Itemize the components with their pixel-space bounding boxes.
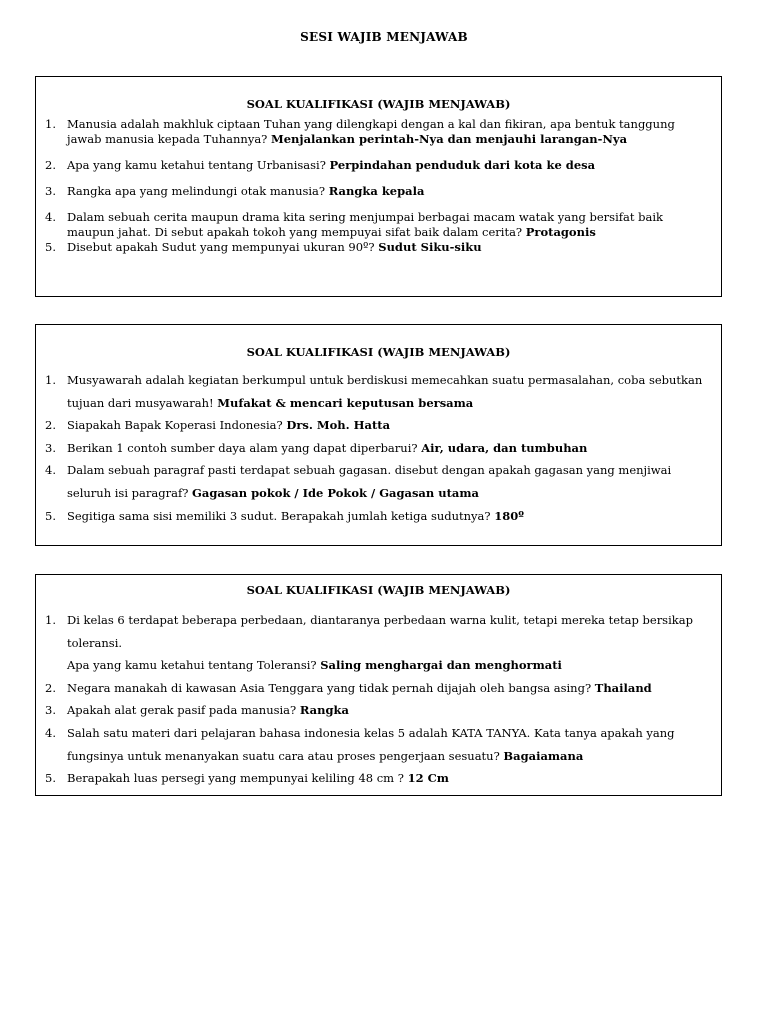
- question-text: Salah satu materi dari pelajaran bahasa indonesia kelas 5 adalah KATA TANYA. Kata tanya apakah yang fungsinya untuk menanyakan suatu cara atau proses pengerjaan sesuatu?: [67, 725, 675, 763]
- section-title: SOAL KUALIFIKASI (WAJIB MENJAWAB): [246, 583, 511, 597]
- answer-text: Thailand: [594, 680, 652, 695]
- answer-text: Bagaiamana: [503, 748, 584, 763]
- question-text: Berikan 1 contoh sumber daya alam yang dapat diperbarui?: [67, 440, 418, 455]
- answer-text: Perpindahan penduduk dari kota ke desa: [329, 158, 596, 172]
- question-number: 2.: [45, 418, 56, 433]
- question-text-2: Apa yang kamu ketahui tentang Toleransi?: [67, 658, 317, 673]
- question-item: [36, 722, 721, 767]
- question-box-3: [35, 574, 722, 796]
- question-text: Rangka apa yang melindungi otak manusia?: [67, 184, 326, 198]
- question-number: 1.: [45, 373, 56, 387]
- question-text: Disebut apakah Sudut yang mempunyai ukuran 90º?: [67, 240, 375, 254]
- answer-text: 12 Cm: [407, 771, 449, 786]
- question-number: 2.: [45, 680, 56, 695]
- question-number: 3.: [45, 440, 56, 455]
- page-title: SESI WAJIB MENJAWAB: [300, 30, 468, 44]
- question-text: Siapakah Bapak Koperasi Indonesia?: [67, 418, 283, 433]
- question-text: Apa yang kamu ketahui tentang Urbanisasi?: [67, 158, 326, 172]
- question-item: [36, 699, 721, 722]
- question-list: [36, 369, 721, 527]
- question-item: [36, 184, 721, 199]
- question-text: Dalam sebuah paragraf pasti terdapat sebuah gagasan. disebut dengan apakah gagasan yang menjiwai seluruh isi paragraf?: [67, 463, 672, 500]
- question-number: 3.: [45, 703, 56, 718]
- answer-text: 180º: [494, 508, 524, 523]
- question-text: Segitiga sama sisi memiliki 3 sudut. Berapakah jumlah ketiga sudutnya?: [67, 508, 491, 523]
- question-item: [36, 677, 721, 700]
- answer-text: Protagonis: [525, 225, 596, 239]
- question-number: 5.: [45, 771, 56, 786]
- answer-text: Rangka kepala: [328, 184, 425, 198]
- question-item: [36, 609, 721, 677]
- question-list: [36, 117, 721, 255]
- question-item: [36, 210, 721, 240]
- question-item: [36, 505, 721, 528]
- question-text: Berapakah luas persegi yang mempunyai keliling 48 cm ?: [67, 771, 404, 786]
- section-title: SOAL KUALIFIKASI (WAJIB MENJAWAB): [246, 97, 511, 111]
- answer-text: Air, udara, dan tumbuhan: [421, 440, 588, 455]
- question-list: [36, 609, 721, 790]
- question-number: 1.: [45, 117, 56, 131]
- question-item: [36, 240, 721, 255]
- answer-text: Menjalankan perintah-Nya dan menjauhi larangan-Nya: [271, 132, 628, 146]
- question-number: 3.: [45, 184, 56, 198]
- question-item: [36, 437, 721, 460]
- question-text: Negara manakah di kawasan Asia Tenggara yang tidak pernah dijajah oleh bangsa asing?: [67, 680, 592, 695]
- question-number: 4.: [45, 725, 56, 740]
- answer-text: Sudut Siku-siku: [378, 240, 482, 254]
- question-number: 5.: [45, 508, 56, 523]
- question-number: 1.: [45, 613, 56, 627]
- question-text: Musyawarah adalah kegiatan berkumpul untuk berdiskusi memecahkan suatu permasalahan, coba sebutkan tujuan dari musyawarah!: [67, 373, 703, 410]
- question-number: 2.: [45, 158, 56, 172]
- question-item: [36, 414, 721, 437]
- question-item: [36, 767, 721, 790]
- question-text: Manusia adalah makhluk ciptaan Tuhan yang dilengkapi dengan a kal dan fikiran, apa bentuk tanggung jawab manusia kepada Tuhannya?: [67, 117, 675, 146]
- answer-text: Drs. Moh. Hatta: [286, 418, 391, 433]
- question-item: [36, 158, 721, 173]
- question-text: Apakah alat gerak pasif pada manusia?: [67, 703, 297, 718]
- section-title: SOAL KUALIFIKASI (WAJIB MENJAWAB): [246, 345, 511, 359]
- answer-text: Rangka: [299, 703, 349, 718]
- question-followup: [67, 654, 709, 677]
- answer-text: Saling menghargai dan menghormati: [320, 658, 562, 673]
- question-text: Dalam sebuah cerita maupun drama kita sering menjumpai berbagai macam watak yang bersifat baik maupun jahat. Di sebut apakah tokoh yang mempuyai sifat baik dalam cerita?: [67, 210, 664, 239]
- question-item: [36, 117, 721, 147]
- question-number: 4.: [45, 463, 56, 478]
- question-box-1: [35, 76, 722, 297]
- question-number: 5.: [45, 240, 56, 254]
- question-item: [36, 369, 721, 414]
- question-number: 4.: [45, 210, 56, 224]
- question-box-2: [35, 324, 722, 546]
- answer-text: Mufakat & mencari keputusan bersama: [217, 395, 474, 410]
- answer-text: Gagasan pokok / Ide Pokok / Gagasan utama: [192, 485, 479, 500]
- question-text: Di kelas 6 terdapat beberapa perbedaan, diantaranya perbedaan warna kulit, tetapi mereka tetap bersikap toleransi.: [67, 613, 693, 650]
- question-item: [36, 459, 721, 504]
